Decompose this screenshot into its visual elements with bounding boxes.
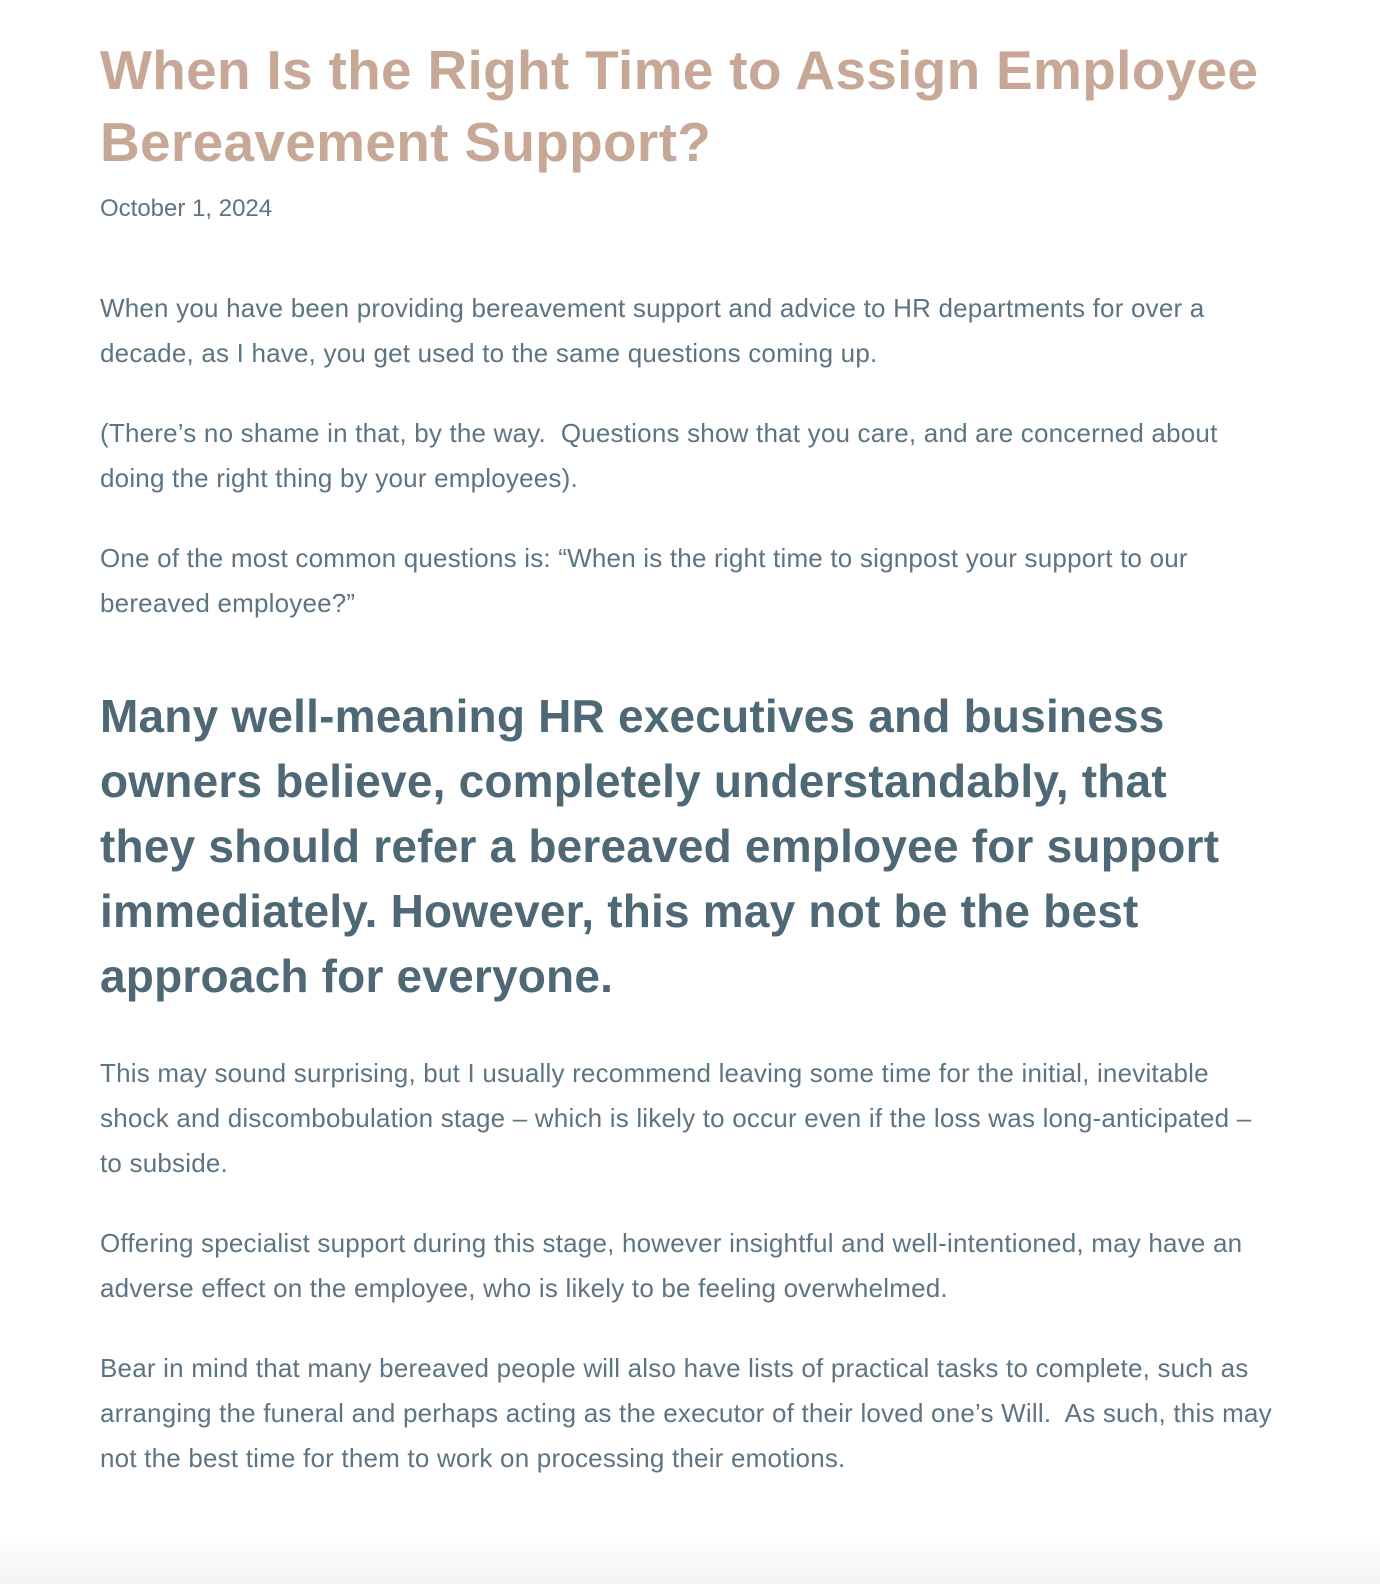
article-body — [100, 286, 1280, 1481]
article-paragraph: (There’s no shame in that, by the way. Questions show that you care, and are concerned about doing the right thing by your employees). — [100, 418, 1225, 493]
page-title: When Is the Right Time to Assign Employee Bereavement Support? — [100, 39, 1259, 173]
article-paragraph: Offering specialist support during this stage, however insightful and well-intentioned, may have an adverse effect on the employee, who is likely to be feeling overwhelmed. — [100, 1228, 1250, 1303]
footer-gradient — [0, 1534, 1380, 1584]
article-paragraph: This may sound surprising, but I usually recommend leaving some time for the initial, inevitable shock and discombobulation stage – which is likely to occur even if the loss was long-anticipated – to subside. — [100, 1058, 1259, 1178]
article-paragraph: When you have been providing bereavement support and advice to HR departments for over a decade, as I have, you get used to the same questions coming up. — [100, 293, 1212, 368]
article-paragraph: One of the most common questions is: “When is the right time to signpost your support to our bereaved employee?” — [100, 543, 1196, 618]
highlight-heading: Many well-meaning HR executives and business owners believe, completely understandably, that they should refer a bereaved employee for support immediately. However, this may not be the best approach for everyone. — [100, 690, 1220, 1002]
article-paragraph: Bear in mind that many bereaved people will also have lists of practical tasks to complete, such as arranging the funeral and perhaps acting as the executor of their loved one’s Will. As such, this may not the best time for them to work on processing their emotions. — [100, 1353, 1280, 1473]
post-date: October 1, 2024 — [100, 195, 273, 222]
